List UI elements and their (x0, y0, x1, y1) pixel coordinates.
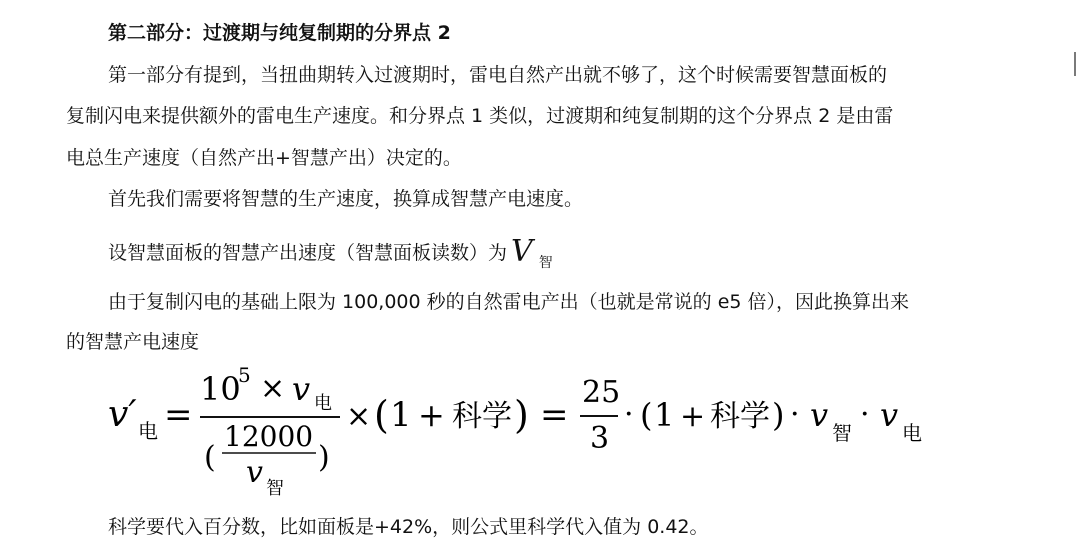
formula-lhs-sub: 电 (138, 419, 158, 443)
paragraph-5: 科学要代入百分数，比如面板是+42%，则公式里科学代入值为 0.42。 (108, 516, 709, 538)
formula-cdot-2: · (790, 397, 800, 432)
formula-factor2-one: 1 (654, 396, 675, 434)
paragraph-3 (108, 234, 553, 276)
paragraph-3-text: 设智慧面板的智慧产出速度（智慧面板读数）为 (108, 242, 508, 264)
formula-rhs-v1: v (810, 396, 829, 434)
formula-num-base: 10 (200, 370, 241, 408)
paragraph-4-line-2: 的智慧产电速度 (66, 331, 200, 353)
formula-block (108, 362, 948, 502)
formula-den-inner-num: 12000 (224, 420, 314, 453)
formula-times-2: × (346, 399, 372, 434)
formula-den-inner-var: v (246, 455, 263, 490)
formula-factor-open: ( (374, 393, 389, 437)
formula-factor2-plus: + (680, 399, 706, 434)
variable-v: V (511, 234, 533, 269)
formula-factor-one: 1 (390, 395, 412, 435)
formula-cdot-3: · (860, 397, 870, 432)
formula-frac2-den: 3 (590, 421, 610, 456)
variable-v-subscript: 智 (538, 255, 553, 271)
section-heading: 第二部分：过渡期与纯复制期的分界点 2 (108, 22, 451, 44)
formula-den-open: ( (204, 440, 216, 475)
paragraph-2: 首先我们需要将智慧的生产速度，换算成智慧产电速度。 (108, 188, 584, 210)
scrollbar-thumb[interactable] (1074, 52, 1076, 76)
formula-svg (108, 362, 948, 502)
paragraph-1-line-3: 电总生产速度（自然产出+智慧产出）决定的。 (66, 147, 462, 169)
paragraph-4-line-1: 由于复制闪电的基础上限为 100,000 秒的自然雷电产出（也就是常说的 e5 倍），因此换算出来 (108, 291, 910, 313)
formula-rhs-sub2: 电 (902, 421, 922, 445)
formula-num-exp: 5 (238, 363, 251, 387)
formula-lhs-var: v′ (108, 394, 137, 435)
formula-cdot-1: · (624, 397, 634, 432)
formula-equals-1: = (164, 395, 193, 435)
paragraph-1-line-1: 第一部分有提到，当扭曲期转入过渡期时，雷电自然产出就不够了，这个时候需要智慧面板的 (108, 64, 888, 86)
formula-rhs-v2: v (880, 396, 899, 434)
paragraph-1-line-2: 复制闪电来提供额外的雷电生产速度。和分界点 1 类似，过渡期和纯复制期的这个分界点 2 是由雷 (66, 105, 894, 127)
formula-factor2-science: 科学 (710, 399, 770, 434)
formula-equals-2: = (540, 395, 569, 435)
formula-num-sub: 电 (314, 393, 332, 414)
formula-num-times: × (260, 371, 286, 406)
formula-factor-plus: + (418, 396, 445, 434)
formula-factor-close: ) (514, 393, 529, 437)
formula-factor2-close: ) (772, 396, 785, 434)
formula-den-close: ) (318, 440, 330, 475)
formula-num-var: v (292, 370, 311, 408)
formula-rhs-sub1: 智 (832, 421, 852, 445)
formula-den-inner-sub: 智 (266, 478, 284, 499)
formula-factor2-open: ( (640, 396, 653, 434)
formula-frac2-num: 25 (582, 375, 621, 410)
formula-factor-science: 科学 (452, 399, 512, 434)
